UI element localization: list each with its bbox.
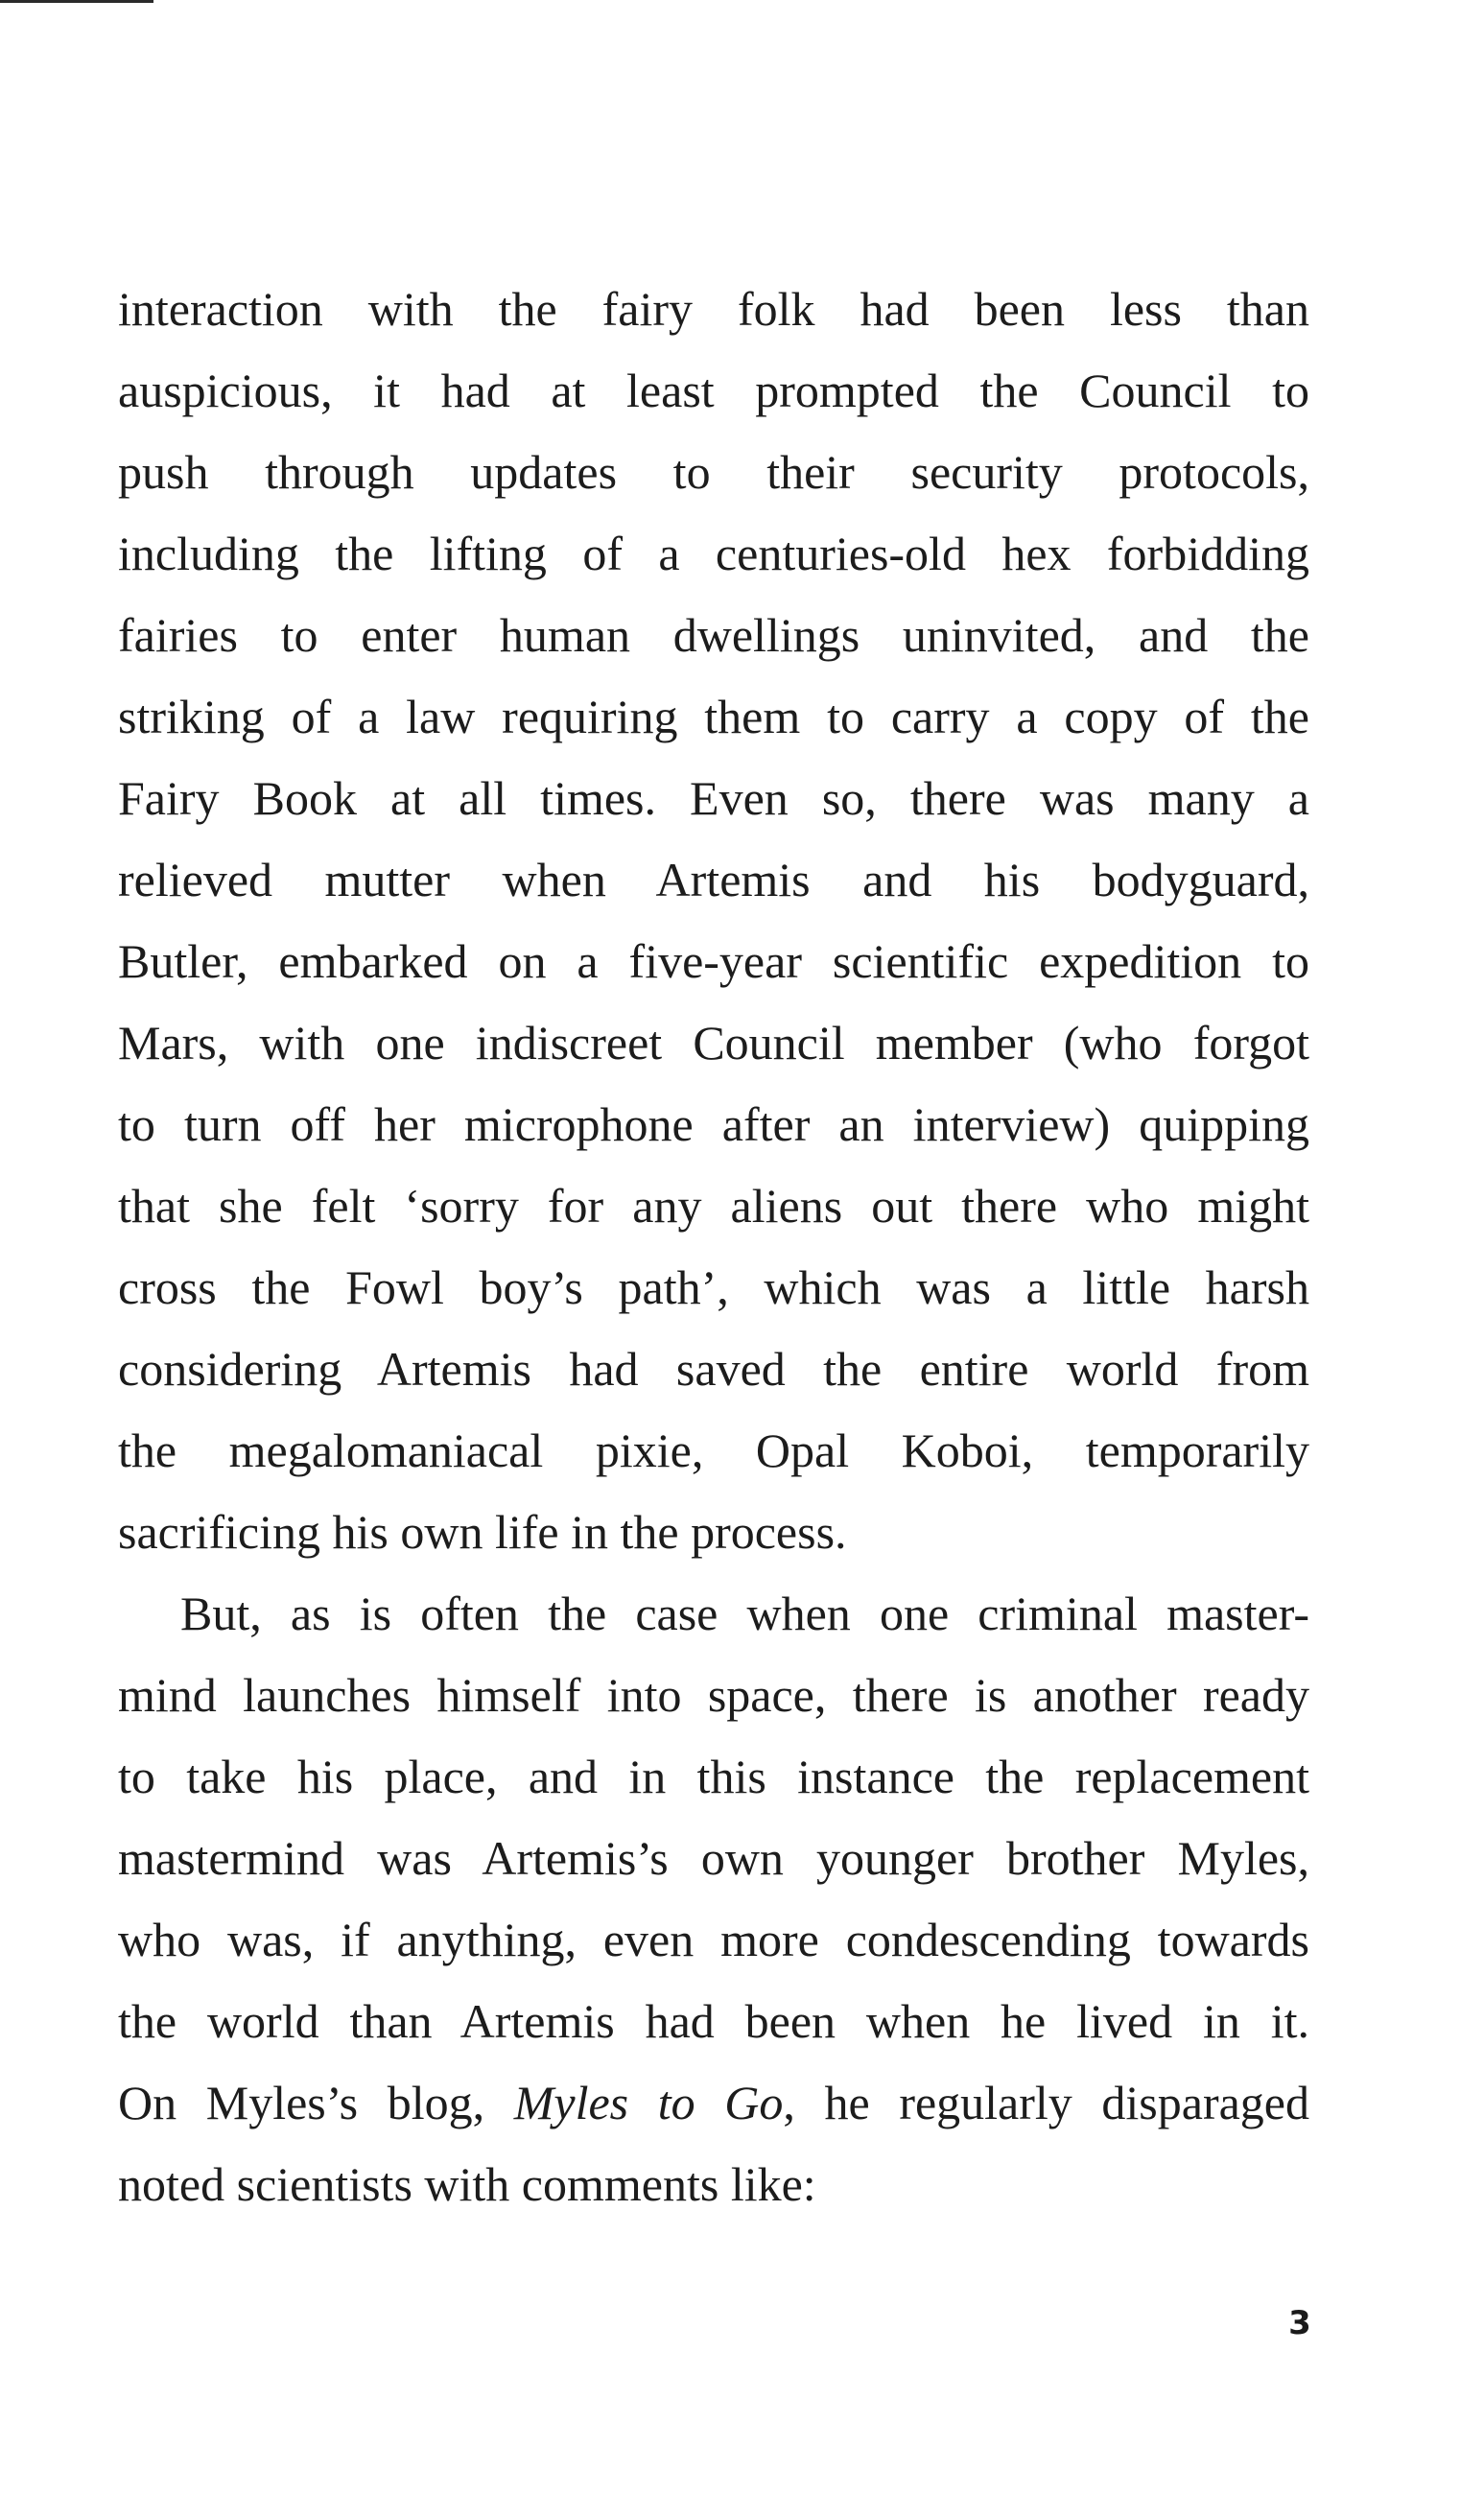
text-line: auspicious, it had at least prompted the Council to: [118, 364, 1309, 417]
text-line: to take his place, and in this instance the replacement: [118, 1750, 1309, 1803]
text-line: sacrificing his own life in the process.: [118, 1505, 847, 1559]
text-line: that she felt ‘sorry for any aliens out there who might: [118, 1179, 1309, 1233]
paragraph: [118, 1573, 1309, 2225]
text-line: Fairy Book at all times. Even so, there was many a: [118, 771, 1309, 825]
text-line: mind launches himself into space, there is another ready: [118, 1668, 1309, 1722]
blog-title: Myles to Go: [513, 2076, 784, 2129]
text-line: relieved mutter when Artemis and his bodyguard,: [118, 853, 1309, 906]
text-line: interaction with the fairy folk had been less than: [118, 282, 1309, 336]
text-line: [118, 2062, 1309, 2144]
text-line: noted scientists with comments like:: [118, 2157, 816, 2211]
text-line: the megalomaniacal pixie, Opal Koboi, temporarily: [118, 1423, 1309, 1477]
text-line: considering Artemis had saved the entire world from: [118, 1342, 1309, 1396]
text-line: But, as is often the case when one criminal master-: [180, 1587, 1309, 1640]
text-line: to turn off her microphone after an interview) quipping: [118, 1097, 1309, 1151]
top-rule: [0, 0, 153, 3]
text-line: cross the Fowl boy’s path’, which was a little harsh: [118, 1260, 1309, 1314]
page-number: 3: [1288, 2304, 1311, 2342]
text-line: Mars, with one indiscreet Council member (who forgot: [118, 1016, 1309, 1070]
text-line: fairies to enter human dwellings uninvited, and the: [118, 608, 1309, 662]
text-segment: , he regularly disparaged: [783, 2076, 1309, 2129]
text-segment: On Myles’s blog,: [118, 2076, 514, 2129]
text-line: Butler, embarked on a five-year scientific expedition to: [118, 934, 1309, 988]
paragraph: [118, 269, 1309, 1573]
text-line: the world than Artemis had been when he lived in it.: [118, 1994, 1309, 2048]
text-line: mastermind was Artemis’s own younger brother Myles,: [118, 1831, 1309, 1885]
text-line: who was, if anything, even more condescending towards: [118, 1913, 1309, 1966]
page-body: [118, 269, 1309, 2225]
text-line: push through updates to their security protocols,: [118, 445, 1309, 499]
text-line: including the lifting of a centuries-old hex forbidding: [118, 527, 1309, 580]
text-line: striking of a law requiring them to carry a copy of the: [118, 690, 1309, 743]
